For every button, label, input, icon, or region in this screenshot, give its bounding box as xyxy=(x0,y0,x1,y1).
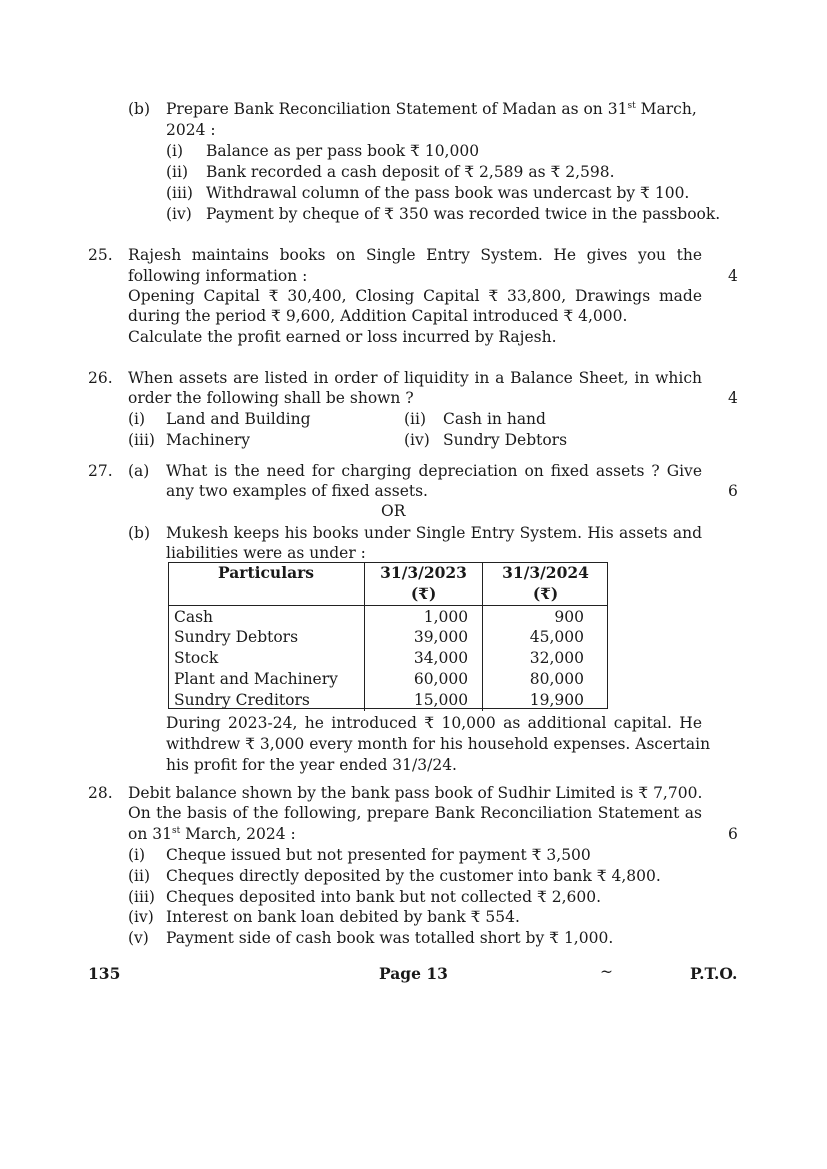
table-cell: 32,000 xyxy=(529,649,584,668)
marks: 4 xyxy=(728,389,738,407)
question-text: his profit for the year ended 31/3/24. xyxy=(166,756,457,774)
item-text: Withdrawal column of the pass book was undercast by ₹ 100. xyxy=(206,184,690,202)
assets-liabilities-table xyxy=(168,562,608,711)
item-number: (ii) xyxy=(166,163,189,181)
table-header: Particulars xyxy=(168,562,365,605)
question-text: During 2023-24, he introduced ₹ 10,000 as additional capital. He xyxy=(166,714,702,732)
question-text: following information : xyxy=(128,267,308,285)
table-header-row xyxy=(168,562,608,605)
table-header: 31/3/2024 (₹) xyxy=(483,562,608,605)
item-text: Balance as per pass book ₹ 10,000 xyxy=(206,142,480,160)
table-header: 31/3/2023 (₹) xyxy=(365,562,483,605)
item-text: Payment by cheque of ₹ 350 was recorded twice in the passbook. xyxy=(206,205,721,223)
part-label: (a) xyxy=(128,462,150,480)
option-text: Sundry Debtors xyxy=(443,431,568,449)
item-number: (iii) xyxy=(166,184,193,202)
item-text: Interest on bank loan debited by bank ₹ 554. xyxy=(166,908,520,926)
option-number: (iii) xyxy=(128,431,155,449)
table-cell: 80,000 xyxy=(529,669,584,688)
question-text: Debit balance shown by the bank pass book of Sudhir Limited is ₹ 7,700. xyxy=(128,784,703,802)
option-number: (iv) xyxy=(404,431,430,449)
option-number: (i) xyxy=(128,410,146,428)
table-cell: 15,000 xyxy=(365,690,483,711)
item-text: Bank recorded a cash deposit of ₹ 2,589 as ₹ 2,598. xyxy=(206,163,615,181)
option-text: Land and Building xyxy=(166,410,311,428)
question-text: When assets are listed in order of liquidity in a Balance Sheet, in which xyxy=(128,369,702,387)
option-number: (ii) xyxy=(404,410,427,428)
tilde-mark: ~ xyxy=(600,963,613,981)
item-text: Cheque issued but not presented for payment ₹ 3,500 xyxy=(166,846,591,864)
item-number: (iv) xyxy=(128,908,154,926)
pto-label: P.T.O. xyxy=(690,964,738,983)
page-number: Page 13 xyxy=(379,964,448,983)
marks: 6 xyxy=(728,825,738,843)
table-cell: 900 xyxy=(554,607,584,626)
table-cell: 60,000 xyxy=(365,669,483,690)
item-number: (v) xyxy=(128,929,149,947)
question-text: Mukesh keeps his books under Single Entry System. His assets and xyxy=(166,524,702,542)
or-divider: OR xyxy=(381,502,406,520)
table-row xyxy=(168,627,608,648)
paper-code: 135 xyxy=(88,964,121,983)
table-cell: 1,000 xyxy=(365,605,483,627)
table-cell: Sundry Debtors xyxy=(168,627,365,648)
question-text: Rajesh maintains books on Single Entry System. He gives you the xyxy=(128,246,702,264)
table-row xyxy=(168,605,608,627)
question-number: 28. xyxy=(88,784,113,802)
question-text: Opening Capital ₹ 30,400, Closing Capital ₹ 33,800, Drawings made xyxy=(128,287,702,305)
part-label: (b) xyxy=(128,100,151,118)
item-number: (i) xyxy=(128,846,146,864)
table-cell: Stock xyxy=(168,648,365,669)
question-text: any two examples of fixed assets. xyxy=(166,482,428,500)
question-text: What is the need for charging depreciation on fixed assets ? Give xyxy=(166,462,702,480)
item-text: Cheques deposited into bank but not collected ₹ 2,600. xyxy=(166,888,602,906)
question-text: order the following shall be shown ? xyxy=(128,389,414,407)
question-number: 27. xyxy=(88,462,113,480)
item-number: (iii) xyxy=(128,888,155,906)
option-text: Cash in hand xyxy=(443,410,546,428)
item-text: Cheques directly deposited by the customer into bank ₹ 4,800. xyxy=(166,867,661,885)
question-number: 26. xyxy=(88,369,113,387)
marks: 4 xyxy=(728,267,738,285)
question-text: 2024 : xyxy=(166,121,216,139)
question-text: liabilities were as under : xyxy=(166,544,366,562)
question-text: during the period ₹ 9,600, Addition Capital introduced ₹ 4,000. xyxy=(128,307,628,325)
table-cell: Cash xyxy=(168,605,365,627)
question-text: Calculate the profit earned or loss incurred by Rajesh. xyxy=(128,328,557,346)
table-row xyxy=(168,648,608,669)
table-cell: Sundry Creditors xyxy=(168,690,365,711)
question-text: withdrew ₹ 3,000 every month for his household expenses. Ascertain xyxy=(166,735,711,753)
table-cell: Plant and Machinery xyxy=(168,669,365,690)
question-text: Prepare Bank Reconciliation Statement of Madan as on 31st March, xyxy=(166,100,697,118)
item-text: Payment side of cash book was totalled short by ₹ 1,000. xyxy=(166,929,614,947)
item-number: (ii) xyxy=(128,867,151,885)
item-number: (i) xyxy=(166,142,184,160)
item-number: (iv) xyxy=(166,205,192,223)
table-cell: 19,900 xyxy=(529,690,584,709)
question-text: On the basis of the following, prepare Bank Reconciliation Statement as xyxy=(128,804,702,822)
option-text: Machinery xyxy=(166,431,251,449)
marks: 6 xyxy=(728,482,738,500)
table-row xyxy=(168,690,608,711)
part-label: (b) xyxy=(128,524,151,542)
table-cell: 45,000 xyxy=(529,628,584,647)
table-cell: 34,000 xyxy=(365,648,483,669)
question-text: on 31st March, 2024 : xyxy=(128,825,296,843)
question-number: 25. xyxy=(88,246,113,264)
table-row xyxy=(168,669,608,690)
table-cell: 39,000 xyxy=(365,627,483,648)
